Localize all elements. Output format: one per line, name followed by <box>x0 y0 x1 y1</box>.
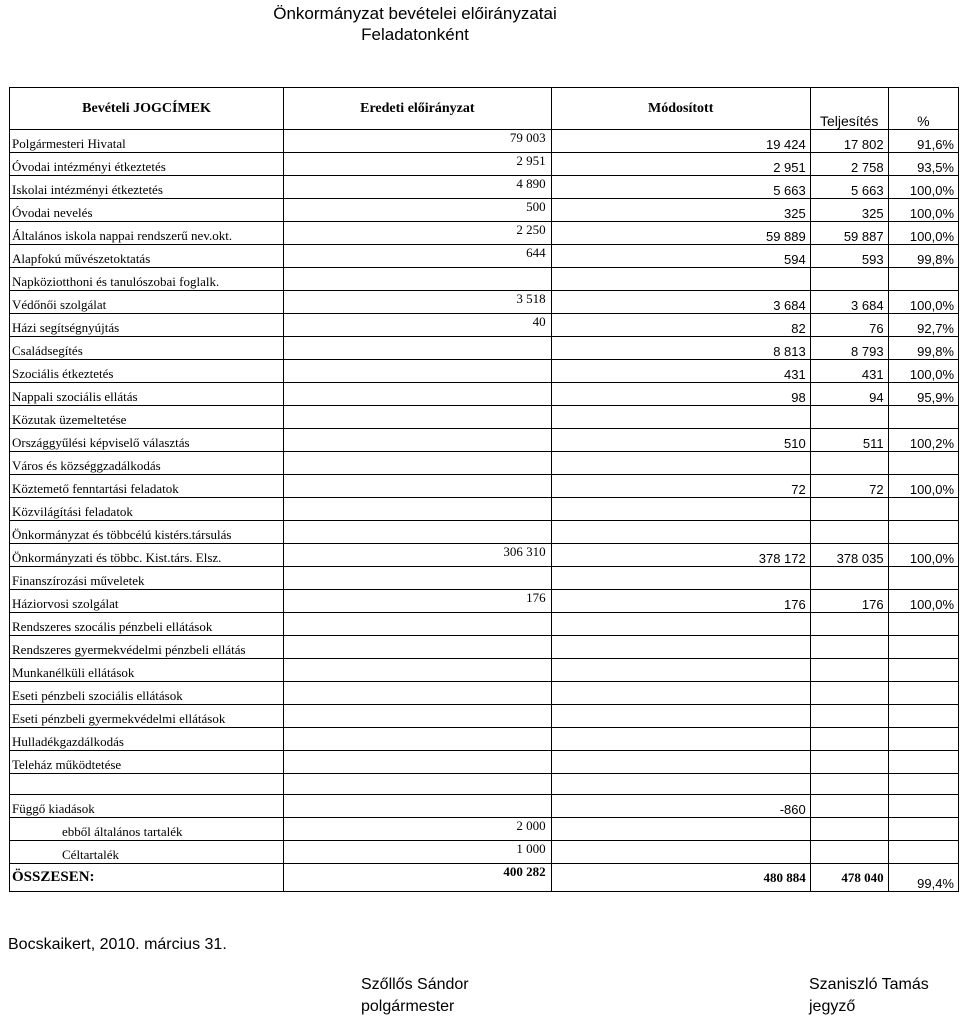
row-label: Teleház működtetése <box>10 751 284 774</box>
table-row <box>10 613 959 636</box>
original-value: 40 <box>284 314 552 337</box>
percent-value <box>888 659 958 682</box>
percent-value <box>888 818 958 841</box>
modified-value: 594 <box>551 245 810 268</box>
modified-value <box>551 751 810 774</box>
document-subtitle: Feladatonként <box>361 25 469 44</box>
table-row <box>10 795 959 818</box>
row-label: Szociális étkeztetés <box>10 360 284 383</box>
modified-value: 176 <box>551 590 810 613</box>
notary-title: jegyző <box>809 998 856 1015</box>
modified-value <box>551 452 810 475</box>
fulfilled-value <box>810 705 888 728</box>
revenue-table-body <box>10 88 959 892</box>
original-value: 2 250 <box>284 222 552 245</box>
percent-value <box>888 728 958 751</box>
percent-value: 100,0% <box>888 544 958 567</box>
modified-value: 510 <box>551 429 810 452</box>
original-value <box>284 728 552 751</box>
fulfilled-value: 2 758 <box>810 153 888 176</box>
fulfilled-value <box>810 795 888 818</box>
original-value <box>284 521 552 544</box>
row-label: Önkormányzati és többc. Kist.társ. Elsz. <box>10 544 284 567</box>
table-row <box>10 682 959 705</box>
modified-value: 82 <box>551 314 810 337</box>
row-label: Általános iskola nappai rendszerű nev.okt. <box>10 222 284 245</box>
percent-value <box>888 613 958 636</box>
table-row <box>10 291 959 314</box>
header-original: Eredeti előirányzat <box>284 88 552 130</box>
fulfilled-value: 59 887 <box>810 222 888 245</box>
mayor-name: Szőllős Sándor <box>361 976 469 993</box>
original-value: 2 951 <box>284 153 552 176</box>
row-label: Házi segítségnyújtás <box>10 314 284 337</box>
fulfilled-value: 431 <box>810 360 888 383</box>
percent-value <box>888 795 958 818</box>
table-row <box>10 567 959 590</box>
percent-value: 93,5% <box>888 153 958 176</box>
table-row <box>10 705 959 728</box>
modified-value <box>551 406 810 429</box>
row-label: Köztemető fenntartási feladatok <box>10 475 284 498</box>
original-value <box>284 705 552 728</box>
mayor-title: polgármester <box>361 998 455 1015</box>
original-value <box>284 406 552 429</box>
row-label: Függő kiadások <box>10 795 284 818</box>
original-value: 79 003 <box>284 130 552 153</box>
empty-cell <box>810 774 888 795</box>
percent-value <box>888 636 958 659</box>
percent-value: 100,2% <box>888 429 958 452</box>
modified-value <box>551 682 810 705</box>
row-label: Eseti pénzbeli gyermekvédelmi ellátások <box>10 705 284 728</box>
modified-value: 59 889 <box>551 222 810 245</box>
original-value <box>284 751 552 774</box>
fulfilled-value: 325 <box>810 199 888 222</box>
row-label: ÖSSZESEN: <box>10 864 284 892</box>
modified-value: 72 <box>551 475 810 498</box>
percent-value <box>888 567 958 590</box>
table-row <box>10 841 959 864</box>
fulfilled-value: 17 802 <box>810 130 888 153</box>
row-label: Rendszeres gyermekvédelmi pénzbeli ellátás <box>10 636 284 659</box>
modified-value: 98 <box>551 383 810 406</box>
table-row <box>10 153 959 176</box>
percent-value: 95,9% <box>888 383 958 406</box>
percent-value <box>888 705 958 728</box>
fulfilled-value: 8 793 <box>810 337 888 360</box>
fulfilled-value <box>810 406 888 429</box>
original-value: 400 282 <box>284 864 552 892</box>
original-value <box>284 636 552 659</box>
table-row <box>10 337 959 360</box>
row-label: Munkanélküli ellátások <box>10 659 284 682</box>
row-label: Óvodai intézményi étkeztetés <box>10 153 284 176</box>
fulfilled-value <box>810 567 888 590</box>
row-label: Alapfokú művészetoktatás <box>10 245 284 268</box>
percent-value: 100,0% <box>888 360 958 383</box>
row-label: Rendszeres szocális pénzbeli ellátások <box>10 613 284 636</box>
table-row <box>10 360 959 383</box>
header-modified: Módosított <box>551 88 810 130</box>
table-row <box>10 751 959 774</box>
modified-value <box>551 268 810 291</box>
percent-value: 92,7% <box>888 314 958 337</box>
table-row <box>10 521 959 544</box>
table-row <box>10 406 959 429</box>
fulfilled-value: 176 <box>810 590 888 613</box>
fulfilled-value <box>810 682 888 705</box>
percent-value: 100,0% <box>888 222 958 245</box>
original-value <box>284 659 552 682</box>
original-value <box>284 475 552 498</box>
fulfilled-value: 72 <box>810 475 888 498</box>
original-value <box>284 360 552 383</box>
original-value <box>284 498 552 521</box>
table-row <box>10 176 959 199</box>
table-row <box>10 429 959 452</box>
modified-value: 5 663 <box>551 176 810 199</box>
row-label: Napköziotthoni és tanulószobai foglalk. <box>10 268 284 291</box>
row-label: Város és községgzadálkodás <box>10 452 284 475</box>
row-label: Céltartalék <box>10 841 284 864</box>
modified-value: -860 <box>551 795 810 818</box>
row-label: Családsegítés <box>10 337 284 360</box>
original-value: 306 310 <box>284 544 552 567</box>
document-title: Önkormányzat bevételei előirányzatai <box>273 4 557 23</box>
header-category: Bevételi JOGCÍMEK <box>10 88 284 130</box>
original-value: 3 518 <box>284 291 552 314</box>
empty-cell <box>888 774 958 795</box>
row-label: Védőnői szolgálat <box>10 291 284 314</box>
fulfilled-value <box>810 751 888 774</box>
place-date: Bocskaikert, 2010. március 31. <box>8 936 227 953</box>
original-value <box>284 268 552 291</box>
percent-value <box>888 521 958 544</box>
modified-value: 3 684 <box>551 291 810 314</box>
row-label: Hulladékgazdálkodás <box>10 728 284 751</box>
original-value: 2 000 <box>284 818 552 841</box>
empty-cell <box>10 774 284 795</box>
row-label: Nappali szociális ellátás <box>10 383 284 406</box>
table-header-row <box>10 88 959 130</box>
modified-value <box>551 498 810 521</box>
modified-value <box>551 636 810 659</box>
fulfilled-value <box>810 841 888 864</box>
header-fulfilled: Teljesítés <box>810 88 888 130</box>
fulfilled-value <box>810 498 888 521</box>
original-value <box>284 452 552 475</box>
original-value: 1 000 <box>284 841 552 864</box>
percent-value <box>888 452 958 475</box>
percent-value <box>888 751 958 774</box>
row-label: Finanszírozási műveletek <box>10 567 284 590</box>
original-value: 644 <box>284 245 552 268</box>
table-row <box>10 728 959 751</box>
fulfilled-value <box>810 636 888 659</box>
original-value <box>284 613 552 636</box>
table-row <box>10 498 959 521</box>
percent-value <box>888 406 958 429</box>
row-label: Eseti pénzbeli szociális ellátások <box>10 682 284 705</box>
table-row <box>10 452 959 475</box>
row-label: ebből általános tartalék <box>10 818 284 841</box>
row-label: Közvilágítási feladatok <box>10 498 284 521</box>
fulfilled-value: 94 <box>810 383 888 406</box>
original-value <box>284 429 552 452</box>
revenue-table <box>9 87 959 892</box>
table-row <box>10 818 959 841</box>
percent-value: 100,0% <box>888 291 958 314</box>
percent-value: 100,0% <box>888 590 958 613</box>
modified-value: 8 813 <box>551 337 810 360</box>
original-value <box>284 383 552 406</box>
percent-value: 91,6% <box>888 130 958 153</box>
table-row <box>10 475 959 498</box>
empty-cell <box>284 774 552 795</box>
fulfilled-value <box>810 728 888 751</box>
table-row <box>10 636 959 659</box>
modified-value: 431 <box>551 360 810 383</box>
modified-value <box>551 567 810 590</box>
percent-value <box>888 268 958 291</box>
percent-value <box>888 498 958 521</box>
table-row <box>10 245 959 268</box>
modified-value: 480 884 <box>551 864 810 892</box>
original-value <box>284 337 552 360</box>
modified-value: 2 951 <box>551 153 810 176</box>
modified-value <box>551 521 810 544</box>
fulfilled-value <box>810 521 888 544</box>
row-label: Óvodai nevelés <box>10 199 284 222</box>
modified-value: 19 424 <box>551 130 810 153</box>
fulfilled-value <box>810 659 888 682</box>
table-row <box>10 199 959 222</box>
percent-value: 100,0% <box>888 475 958 498</box>
fulfilled-value <box>810 818 888 841</box>
table-row <box>10 268 959 291</box>
modified-value <box>551 613 810 636</box>
table-row <box>10 590 959 613</box>
fulfilled-value: 511 <box>810 429 888 452</box>
fulfilled-value: 478 040 <box>810 864 888 892</box>
row-label: Közutak üzemeltetése <box>10 406 284 429</box>
fulfilled-value <box>810 452 888 475</box>
fulfilled-value: 378 035 <box>810 544 888 567</box>
modified-value <box>551 659 810 682</box>
modified-value: 325 <box>551 199 810 222</box>
modified-value <box>551 818 810 841</box>
percent-value: 100,0% <box>888 176 958 199</box>
table-row <box>10 864 959 892</box>
fulfilled-value <box>810 268 888 291</box>
table-row <box>10 314 959 337</box>
row-label: Iskolai intézményi étkeztetés <box>10 176 284 199</box>
row-label: Országgyűlési képviselő választás <box>10 429 284 452</box>
row-label: Önkormányzat és többcélú kistérs.társulás <box>10 521 284 544</box>
table-row <box>10 544 959 567</box>
modified-value <box>551 728 810 751</box>
percent-value: 100,0% <box>888 199 958 222</box>
fulfilled-value: 3 684 <box>810 291 888 314</box>
original-value <box>284 795 552 818</box>
notary-name: Szaniszló Tamás <box>809 976 929 993</box>
fulfilled-value: 76 <box>810 314 888 337</box>
row-label: Háziorvosi szolgálat <box>10 590 284 613</box>
spacer-row <box>10 774 959 795</box>
percent-value: 99,8% <box>888 337 958 360</box>
table-row <box>10 222 959 245</box>
table-row <box>10 659 959 682</box>
fulfilled-value: 5 663 <box>810 176 888 199</box>
percent-value <box>888 841 958 864</box>
original-value: 500 <box>284 199 552 222</box>
empty-cell <box>551 774 810 795</box>
header-percent: % <box>888 88 958 130</box>
percent-value <box>888 682 958 705</box>
table-row <box>10 383 959 406</box>
table-row <box>10 130 959 153</box>
original-value: 176 <box>284 590 552 613</box>
fulfilled-value <box>810 613 888 636</box>
original-value: 4 890 <box>284 176 552 199</box>
percent-value: 99,4% <box>888 864 958 892</box>
modified-value <box>551 841 810 864</box>
modified-value: 378 172 <box>551 544 810 567</box>
percent-value: 99,8% <box>888 245 958 268</box>
modified-value <box>551 705 810 728</box>
fulfilled-value: 593 <box>810 245 888 268</box>
row-label: Polgármesteri Hivatal <box>10 130 284 153</box>
original-value <box>284 682 552 705</box>
original-value <box>284 567 552 590</box>
